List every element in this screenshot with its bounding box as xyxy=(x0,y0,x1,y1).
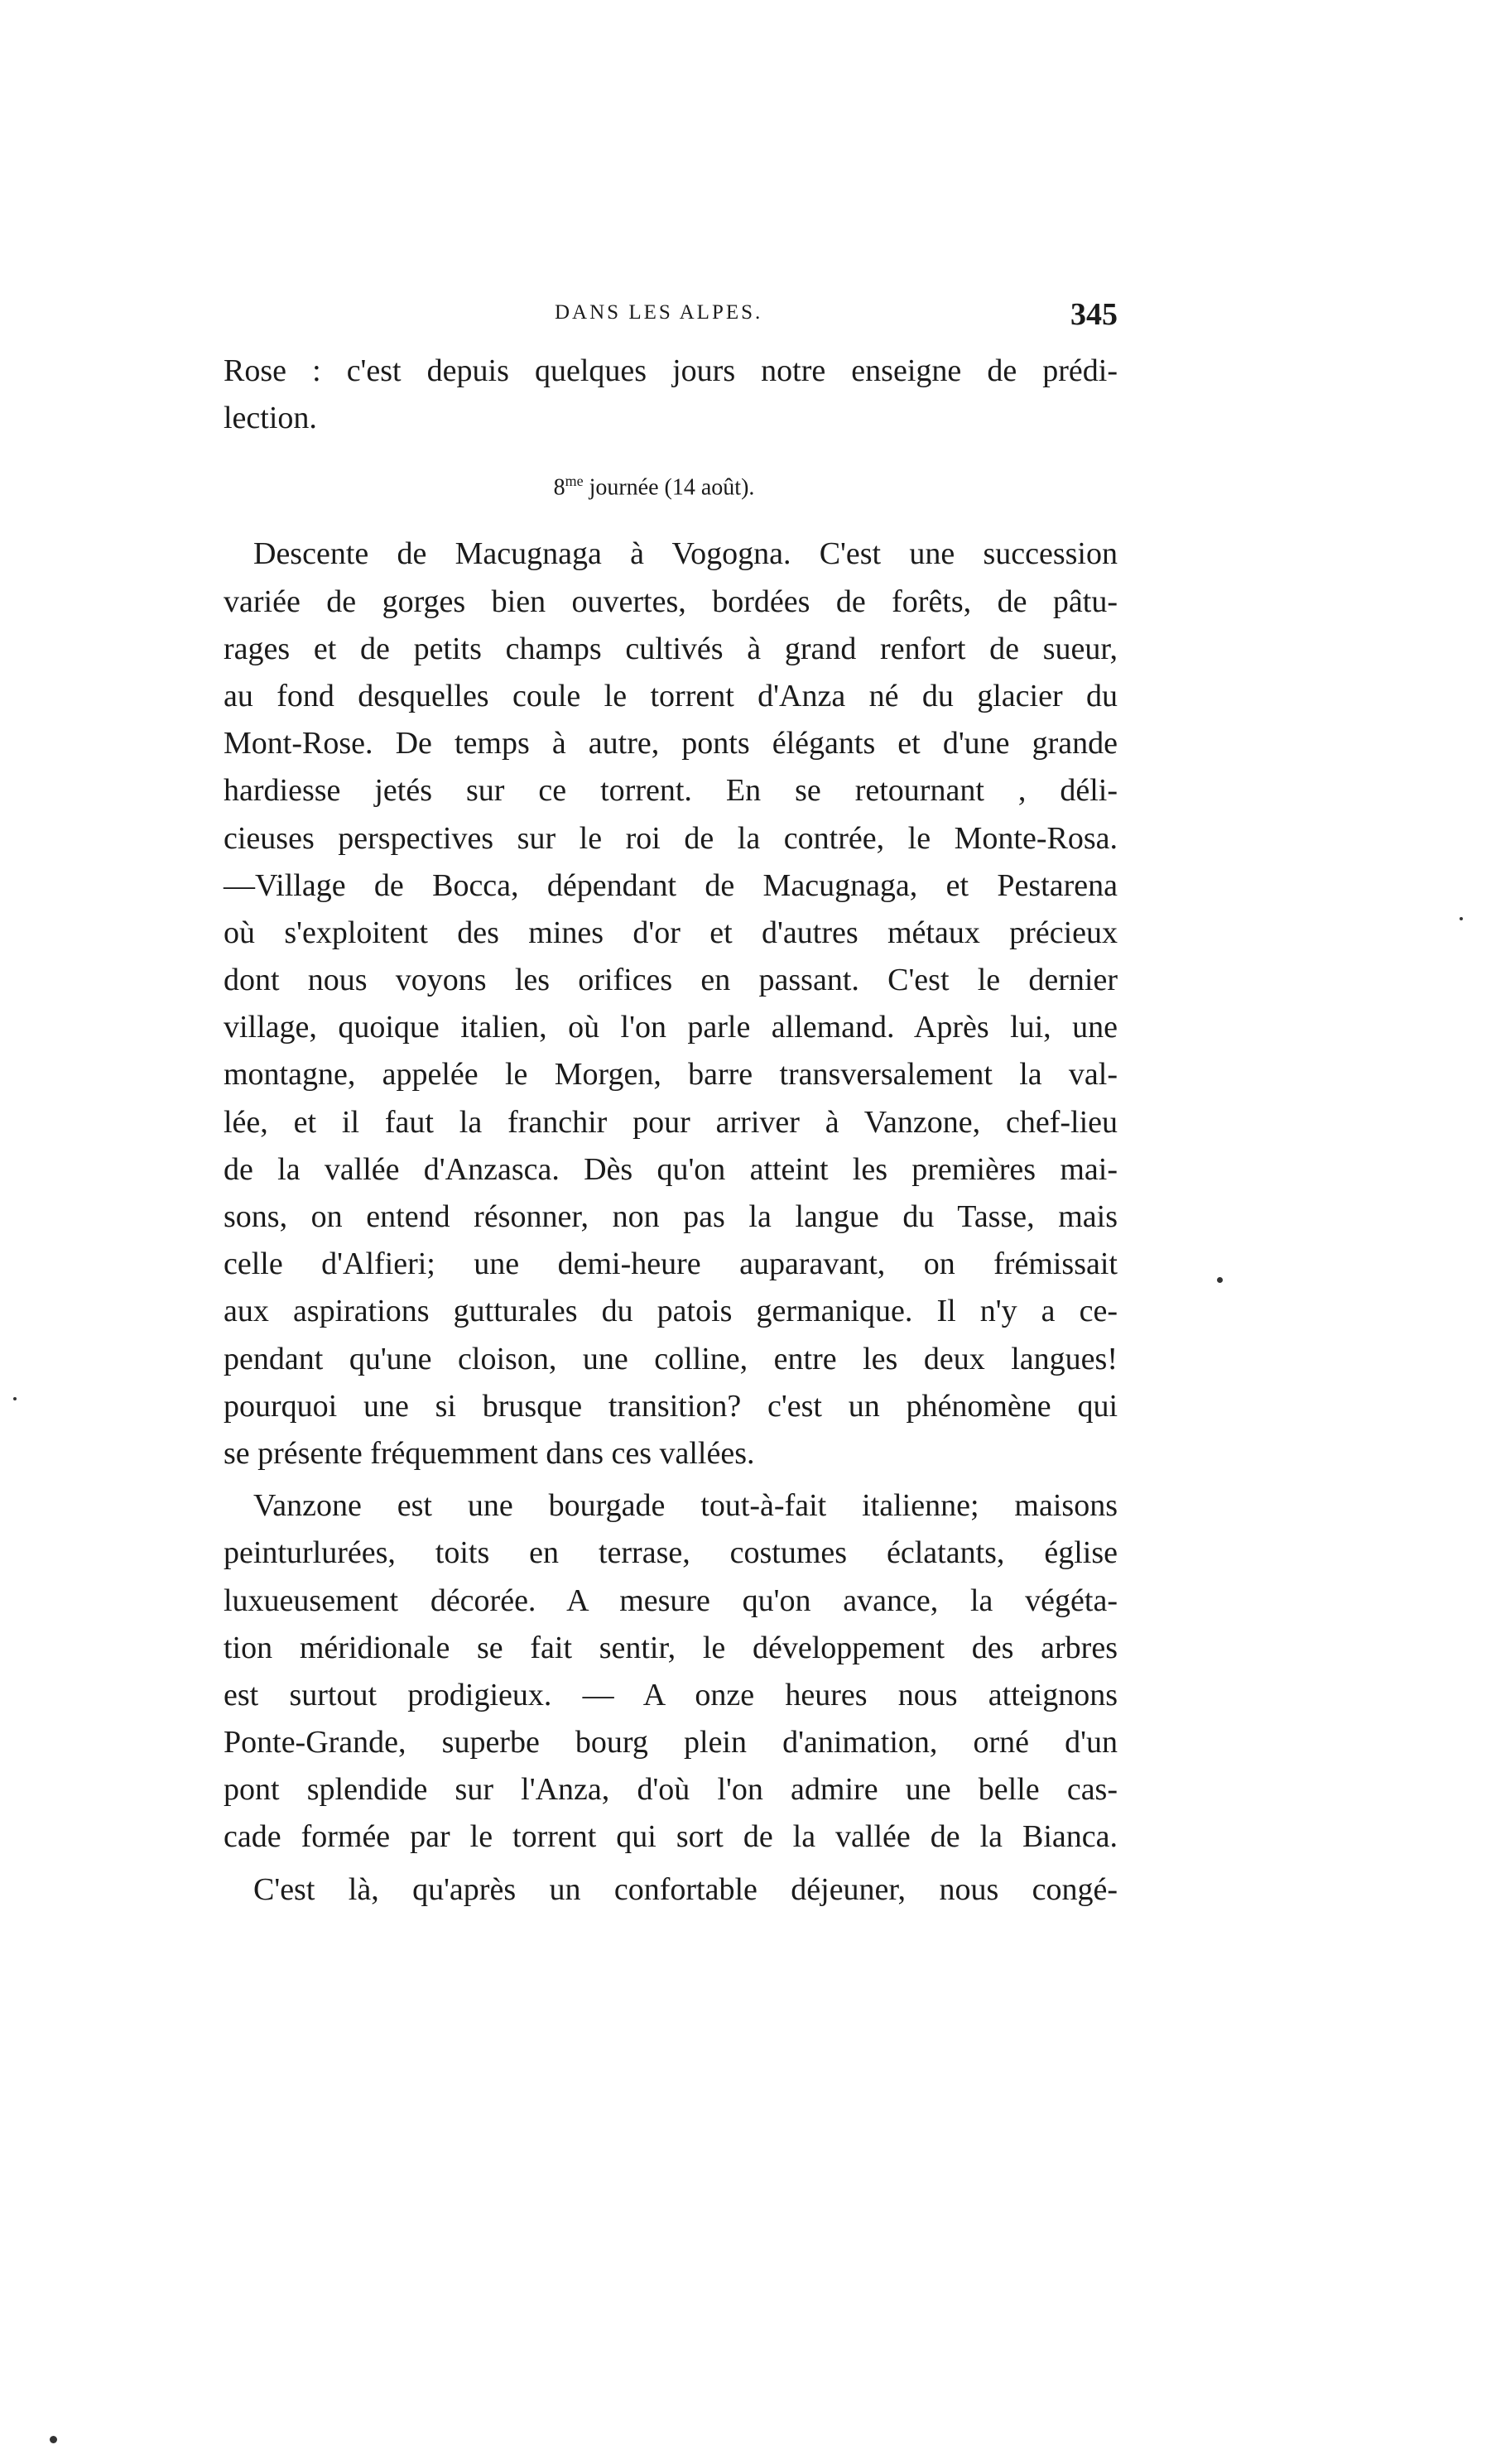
text-line: tion méridionale se fait sentir, le développement des arbres xyxy=(224,1630,1118,1665)
page-header xyxy=(224,296,1118,338)
text-line: celle d'Alfieri; une demi-heure auparavant, on frémissait xyxy=(224,1246,1118,1282)
text-line: luxueusement décorée. A mesure qu'on avance, la végéta- xyxy=(224,1583,1118,1618)
text-line: pendant qu'une cloison, une colline, entre les deux langues! xyxy=(224,1341,1118,1376)
heading-ordinal-suffix: me xyxy=(565,473,584,490)
page-speck xyxy=(1460,917,1463,920)
text-line: variée de gorges bien ouvertes, bordées de forêts, de pâtu- xyxy=(224,584,1118,619)
text-line: cieuses perspectives sur le roi de la contrée, le Monte-Rosa. xyxy=(224,820,1118,856)
text-line: peinturlurées, toits en terrase, costumes éclatants, église xyxy=(224,1535,1118,1571)
text-line: dont nous voyons les orifices en passant. C'est le dernier xyxy=(224,963,1118,998)
text-line: se présente fréquemment dans ces vallées. xyxy=(224,1435,755,1471)
text-line: est surtout prodigieux. — A onze heures nous atteignons xyxy=(224,1677,1118,1712)
text-line: Rose : c'est depuis quelques jours notre enseigne de prédi- xyxy=(224,353,1118,388)
text-line: lection. xyxy=(224,401,317,436)
text-line: Ponte-Grande, superbe bourg plein d'animation, orné d'un xyxy=(224,1725,1118,1760)
text-line: lée, et il faut la franchir pour arriver à Vanzone, chef-lieu xyxy=(224,1104,1118,1140)
section-heading xyxy=(224,460,1118,502)
text-line: pont splendide sur l'Anza, d'où l'on admire une belle cas- xyxy=(224,1772,1118,1808)
text-line: de la vallée d'Anzasca. Dès qu'on atteint les premières mai- xyxy=(224,1151,1118,1187)
text-line: hardiesse jetés sur ce torrent. En se retournant , déli- xyxy=(224,773,1118,809)
text-line: —Village de Bocca, dépendant de Macugnaga, et Pestarena xyxy=(224,867,1118,903)
text-line: au fond desquelles coule le torrent d'Anza né du glacier du xyxy=(224,678,1118,713)
running-head: DANS LES ALPES. xyxy=(555,301,763,324)
text-line: pourquoi une si brusque transition? c'est un phénomène qui xyxy=(224,1388,1118,1424)
text-line: Descente de Macugnaga à Vogogna. C'est une succession xyxy=(253,536,1118,572)
text-line: village, quoique italien, où l'on parle allemand. Après lui, une xyxy=(224,1010,1118,1045)
text-line: où s'exploitent des mines d'or et d'autres métaux précieux xyxy=(224,915,1118,950)
page-body xyxy=(224,348,1118,1914)
page-speck xyxy=(13,1397,17,1400)
text-line: sons, on entend résonner, non pas la langue du Tasse, mais xyxy=(224,1199,1118,1234)
text-line: aux aspirations gutturales du patois germanique. Il n'y a ce- xyxy=(224,1294,1118,1329)
page-number: 345 xyxy=(1070,297,1118,332)
text-line: Mont-Rose. De temps à autre, ponts élégants et d'une grande xyxy=(224,726,1118,761)
text-line: Vanzone est une bourgade tout-à-fait italienne; maisons xyxy=(253,1488,1118,1524)
page-speck xyxy=(1217,1277,1223,1283)
text-line: cade formée par le torrent qui sort de la vallée de la Bianca. xyxy=(224,1819,1118,1855)
heading-ordinal: 8 xyxy=(553,474,565,501)
page-speck xyxy=(50,2436,57,2443)
text-line: C'est là, qu'après un confortable déjeuner, nous congé- xyxy=(253,1871,1118,1907)
text-line: rages et de petits champs cultivés à grand renfort de sueur, xyxy=(224,631,1118,666)
heading-label: journée (14 août). xyxy=(583,474,755,501)
text-line: montagne, appelée le Morgen, barre transversalement la val- xyxy=(224,1057,1118,1093)
